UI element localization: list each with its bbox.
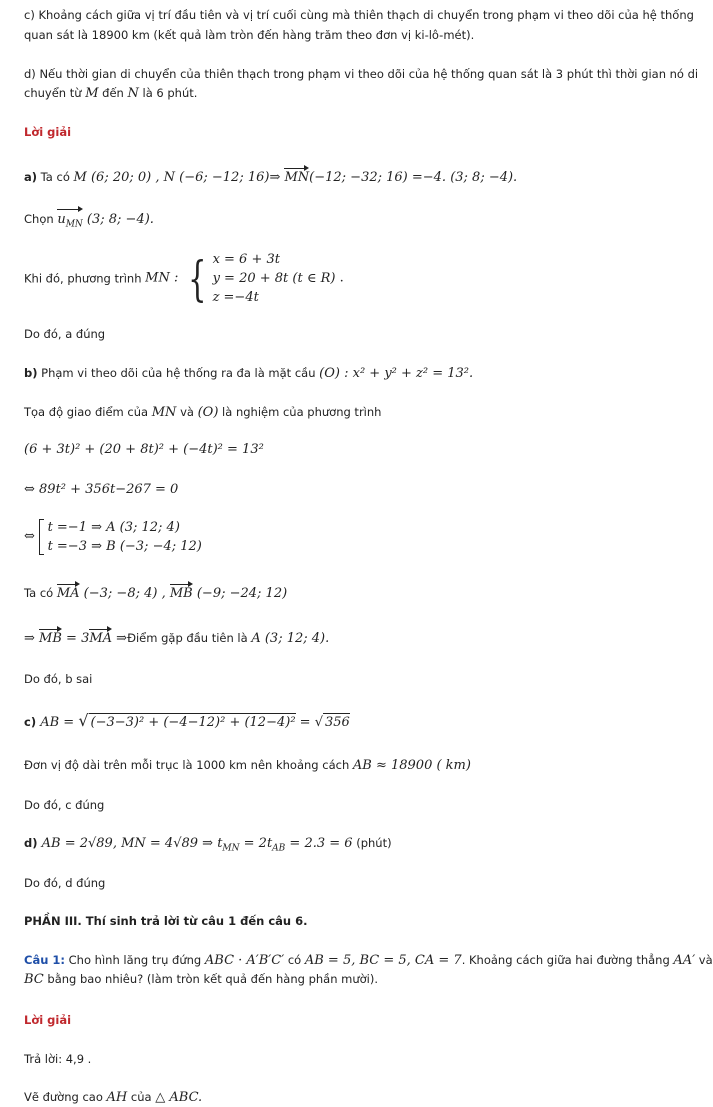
conclusion-d: Do đó, d đúng [24, 876, 106, 890]
part-d-statement-line1: d) Nếu thời gian di chuyển của thiên thạch trong phạm vi theo dõi của hệ thống quan sát là 3 phút thì thời gian nó di [24, 67, 699, 81]
part-c-statement-line2: quan sát là 18900 km (kết quả làm tròn đến hàng trăm theo đơn vị ki-lô-mét). [24, 28, 475, 42]
question-1-line1: Câu 1: Cho hình lăng trụ đứng ABC · A′B′C′ có AB = 5, BC = 5, CA = 7. Khoảng cách giữa hai đường thẳng AA′ và [24, 953, 713, 968]
unit-distance-text: Đơn vị độ dài trên mỗi trục là 1000 km nên khoảng cách AB ≈ 18900 ( km) [24, 758, 471, 773]
solution-heading-2: Lời giải [24, 1013, 72, 1027]
answer-line: Trả lời: 4,9 . [24, 1052, 92, 1066]
equation-1: (6 + 3t)² + (20 + 8t)² + (−4t)² = 13² [24, 442, 264, 457]
intersection-text: Tọa độ giao điểm của MN và (O) là nghiệm của phương trình [24, 405, 382, 420]
line-equation-system: Khi đó, phương trình MN : { x = 6 + 3t y = 20 + 8t (t ∈ R) z =−4t . [24, 250, 344, 307]
vectors-ma-mb: Ta có MA (−3; −8; 4) , MB (−9; −24; 12) [24, 586, 288, 601]
equation-3-solutions: ⇔ t =−1 ⇒ A (3; 12; 4) t =−3 ⇒ B (−3; −4; 12) [24, 520, 202, 554]
vector-mb: MB [169, 586, 193, 601]
part-d-statement-line2: chuyển từ M đến N là 6 phút. [24, 86, 198, 101]
solution-a-line: a) Ta có M (6; 20; 0) , N (−6; −12; 16)⇒ MN(−12; −32; 16) =−4. (3; 8; −4). [24, 170, 518, 185]
part-c-statement-line1: c) Khoảng cách giữa vị trí đầu tiên và vị trí cuối cùng mà thiên thạch di chuyển trong phạm vi theo dõi của hệ thống [24, 8, 694, 22]
conclusion-a: Do đó, a đúng [24, 327, 106, 341]
equation-2: ⇔ 89t² + 356t−267 = 0 [24, 482, 179, 497]
choose-vector-line: Chọn $u_{MN}$ (3; 8; −4). [24, 210, 154, 233]
bracket-symbol [39, 519, 44, 555]
conclusion-c: Do đó, c đúng [24, 798, 105, 812]
part-3-heading: PHẦN III. Thí sinh trả lời từ câu 1 đến câu 6. [24, 914, 308, 928]
solution-c-line: c) AB = √ (−3−3)² + (−4−12)² + (12−4)² = √ 356 [24, 711, 350, 730]
vector-ma: MA [56, 586, 80, 601]
altitude-line: Vẽ đường cao AH của △ ABC. [24, 1090, 203, 1105]
solution-heading: Lời giải [24, 125, 72, 139]
solution-d-line: d) AB = 2√89, MN = 4√89 ⇒ $t_{MN} = 2t_{AB} = 2.3 = 6$ (phút) [24, 836, 392, 854]
first-meeting-point: ⇒ MB = 3MA ⇒Điểm gặp đầu tiên là A (3; 12; 4). [24, 631, 330, 646]
vector-mn: MN [284, 170, 310, 185]
conclusion-b: Do đó, b sai [24, 672, 93, 686]
brace-symbol: { [188, 250, 207, 307]
question-1-line2: BC bằng bao nhiêu? (làm tròn kết quả đến hàng phần mười). [24, 972, 379, 987]
solution-b-line: b) Phạm vi theo dõi của hệ thống ra đa là mặt cầu (O) : x² + y² + z² = 13². [24, 366, 474, 381]
